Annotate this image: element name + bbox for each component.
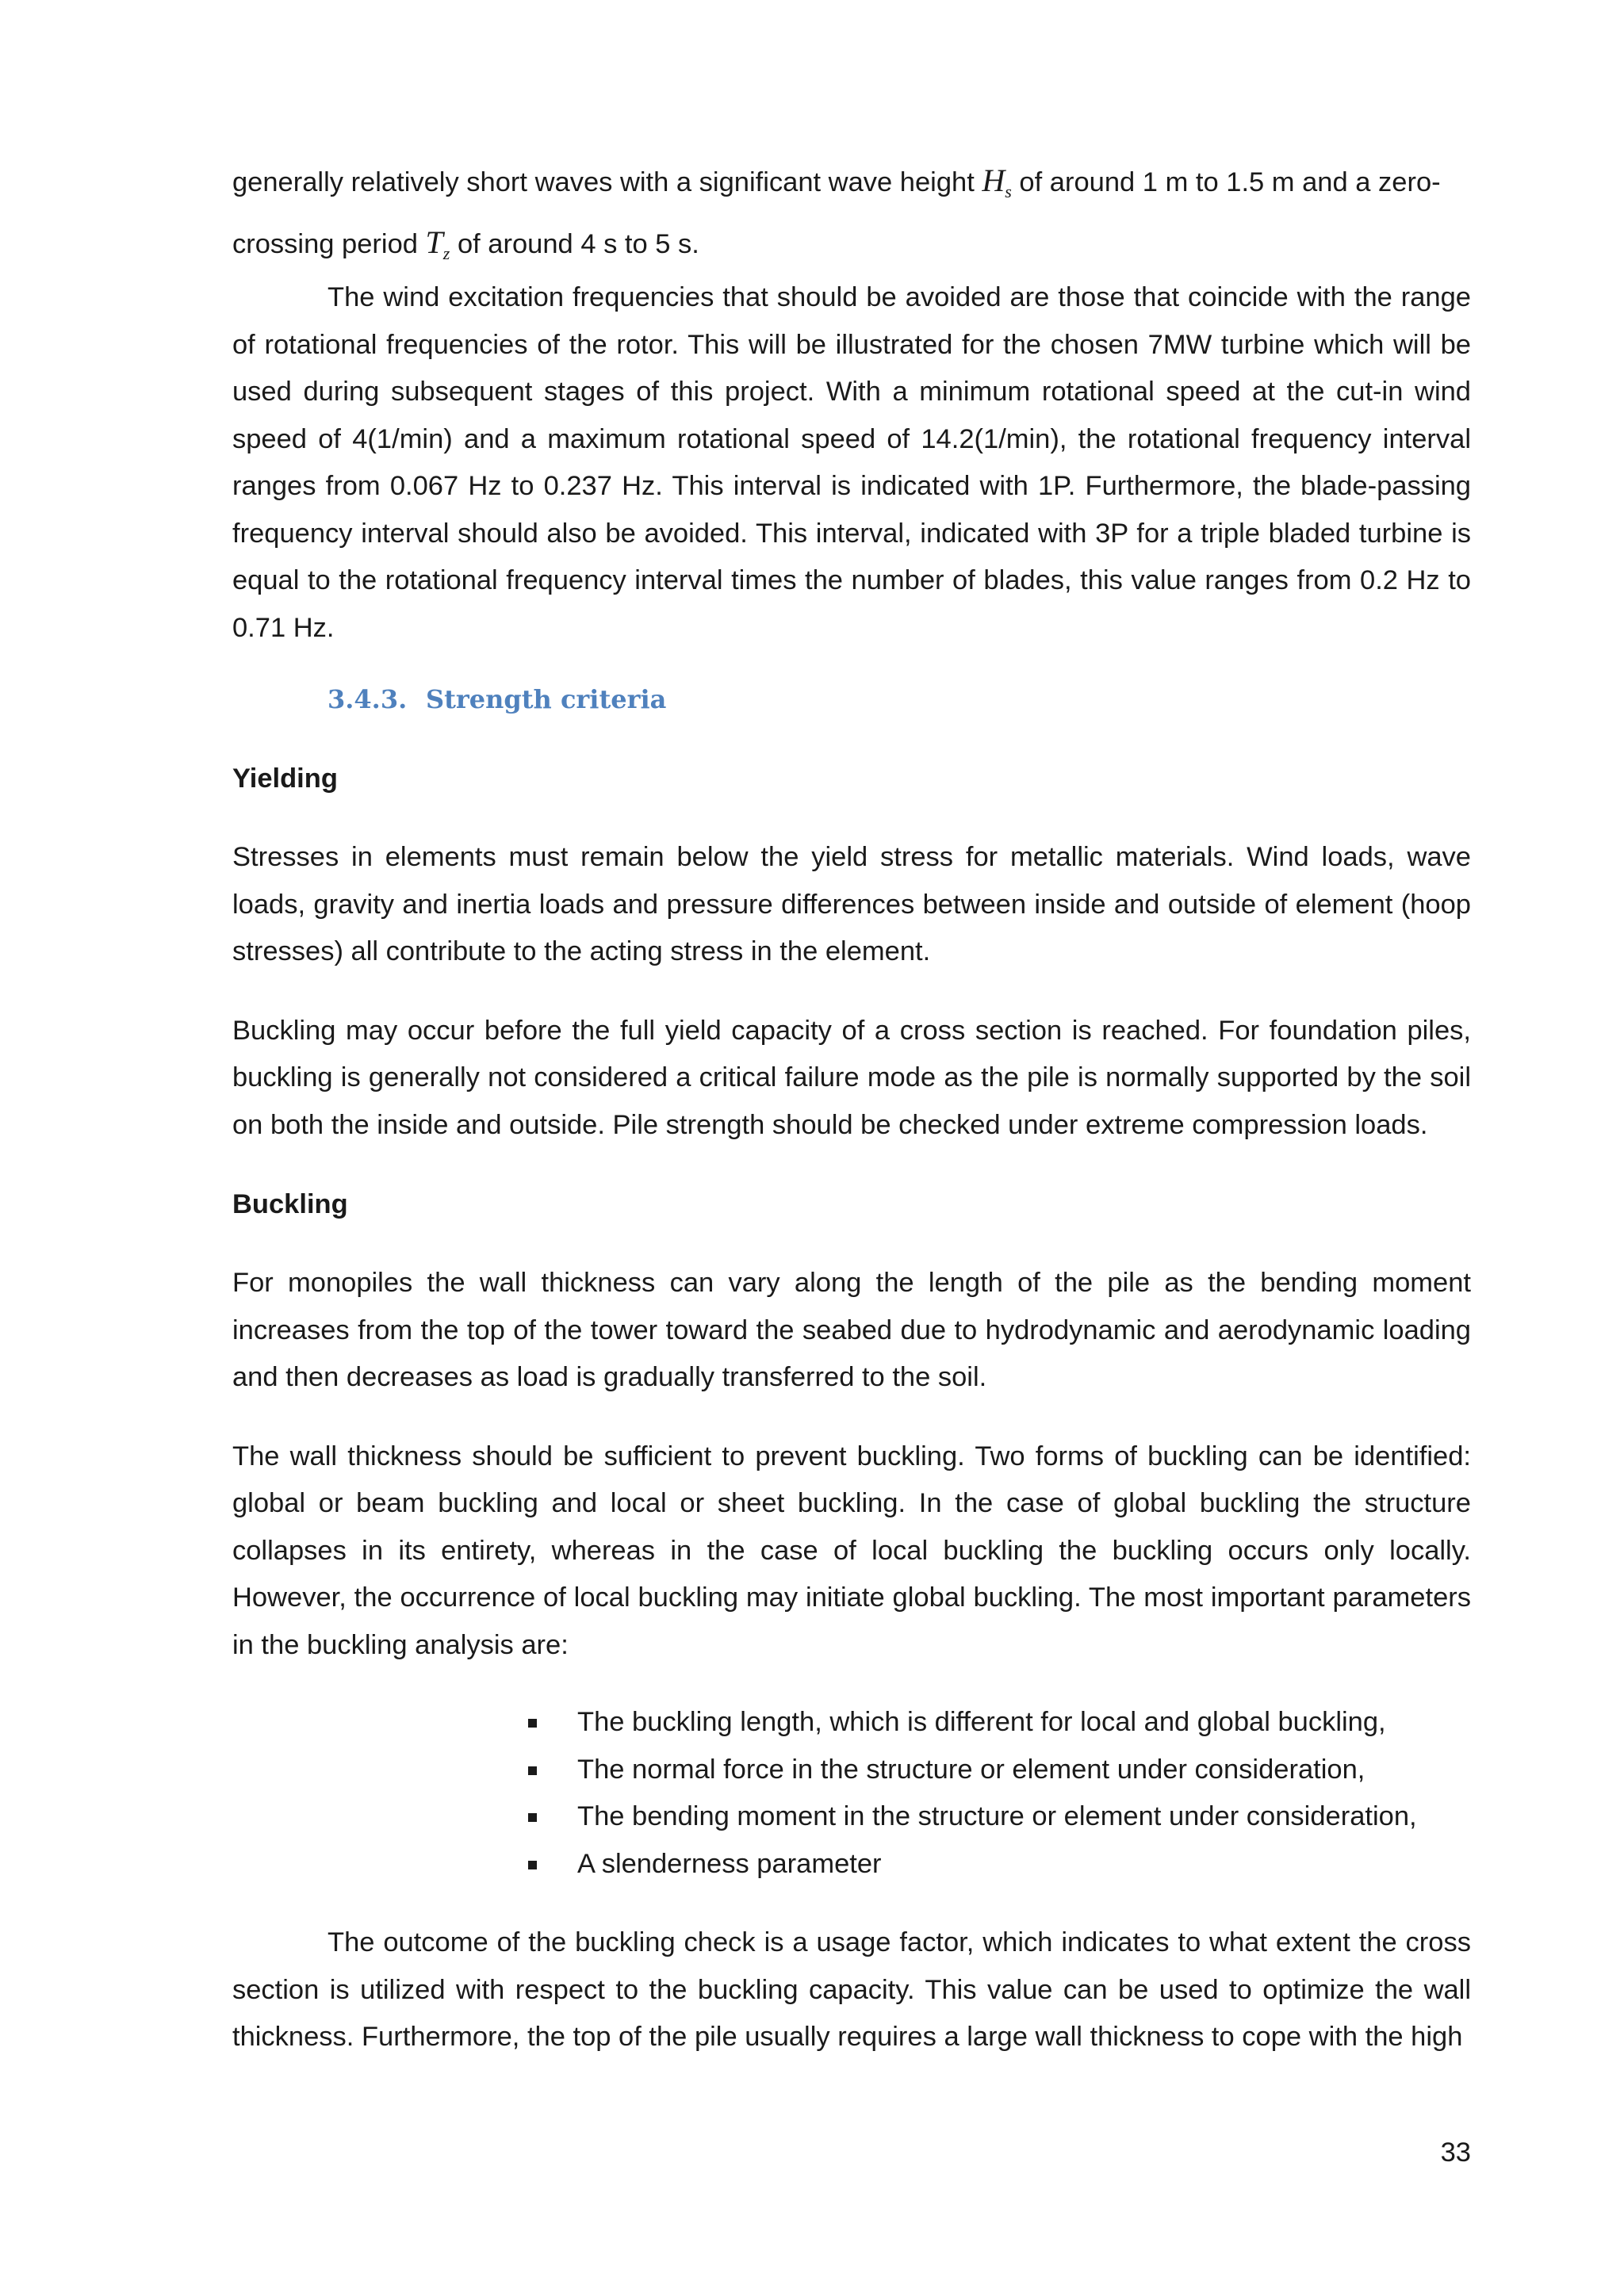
bullet-square-icon (528, 1766, 537, 1775)
tz-symbol: $T_z$ (425, 224, 450, 263)
buckling-parameters-list (232, 1699, 1471, 1888)
section-title: Strength criteria (426, 684, 667, 714)
buckling-paragraph-2: The wall thickness should be sufficient to prevent buckling. Two forms of buckling can be identified: global or beam buckling and local or sheet buckling. In the case of global buckling the structure collapses in its entirety, whereas in the case of local buckling the buckling occurs only locally. However, the occurrence of local buckling may initiate global buckling. The most important parameters in the buckling analysis are: (232, 1441, 1471, 1660)
list-item: The buckling length, which is different for local and global buckling, (528, 1699, 1471, 1747)
intro-text-c: crossing period (232, 229, 426, 259)
intro-text-a: generally relatively short waves with a significant wave height (232, 167, 982, 197)
bullet-square-icon (528, 1813, 537, 1822)
section-heading (327, 675, 1471, 723)
bullet-square-icon (528, 1719, 537, 1728)
buckling-heading: Buckling (232, 1189, 348, 1219)
paragraph-wind-frequencies: The wind excitation frequencies that should be avoided are those that coincide with the range of rotational frequencies of the rotor. This will be illustrated for the chosen 7MW turbine which will be used during subsequent stages of this project. With a minimum rotational speed at the cut-in wind speed of 4(1/min) and a maximum rotational speed of 14.2(1/min), the rotational frequency interval ranges from 0.067 Hz to 0.237 Hz. This interval is indicated with 1P. Furthermore, the blade-passing frequency interval should also be avoided. This interval, indicated with 3P for a triple bladed turbine is equal to the rotational frequency interval times the number of blades, this value ranges from 0.2 Hz to 0.71 Hz. (232, 282, 1471, 643)
page-content (232, 151, 1471, 2061)
intro-line-2 (232, 212, 1471, 274)
hs-symbol: $H_s$ (982, 163, 1012, 201)
intro-text-d: of around 4 s to 5 s. (450, 229, 699, 259)
intro-text-b: of around 1 m to 1.5 m and a zero- (1011, 167, 1441, 197)
buckling-paragraph-1: For monopiles the wall thickness can vary along the length of the pile as the bending moment increases from the top of the tower toward the seabed due to hydrodynamic and aerodynamic loading and then decreases as load is gradually transferred to the soil. (232, 1268, 1471, 1392)
list-item: The bending moment in the structure or element under consideration, (528, 1793, 1471, 1841)
bullet-square-icon (528, 1861, 537, 1869)
yielding-heading: Yielding (232, 763, 338, 794)
section-number: 3.4.3. (327, 684, 408, 714)
buckling-paragraph-3: The outcome of the buckling check is a usage factor, which indicates to what extent the cross section is utilized with respect to the buckling capacity. This value can be used to optimize the wall thickness. Furthermore, the top of the pile usually requires a large wall thickness to cope with the high (232, 1927, 1471, 2052)
list-item: The normal force in the structure or element under consideration, (528, 1747, 1471, 1794)
yielding-paragraph-2: Buckling may occur before the full yield capacity of a cross section is reached. For foundation piles, buckling is generally not considered a critical failure mode as the pile is normally supported by the soil on both the inside and outside. Pile strength should be checked under extreme compression loads. (232, 1015, 1471, 1140)
page-number: 33 (1440, 2137, 1471, 2168)
yielding-paragraph-1: Stresses in elements must remain below the yield stress for metallic materials. Wind loads, wave loads, gravity and inertia loads and pressure differences between inside and outside of element (hoop stresses) all contribute to the acting stress in the element. (232, 842, 1471, 966)
list-item: A slenderness parameter (528, 1841, 1471, 1888)
intro-line-1 (232, 151, 1471, 212)
